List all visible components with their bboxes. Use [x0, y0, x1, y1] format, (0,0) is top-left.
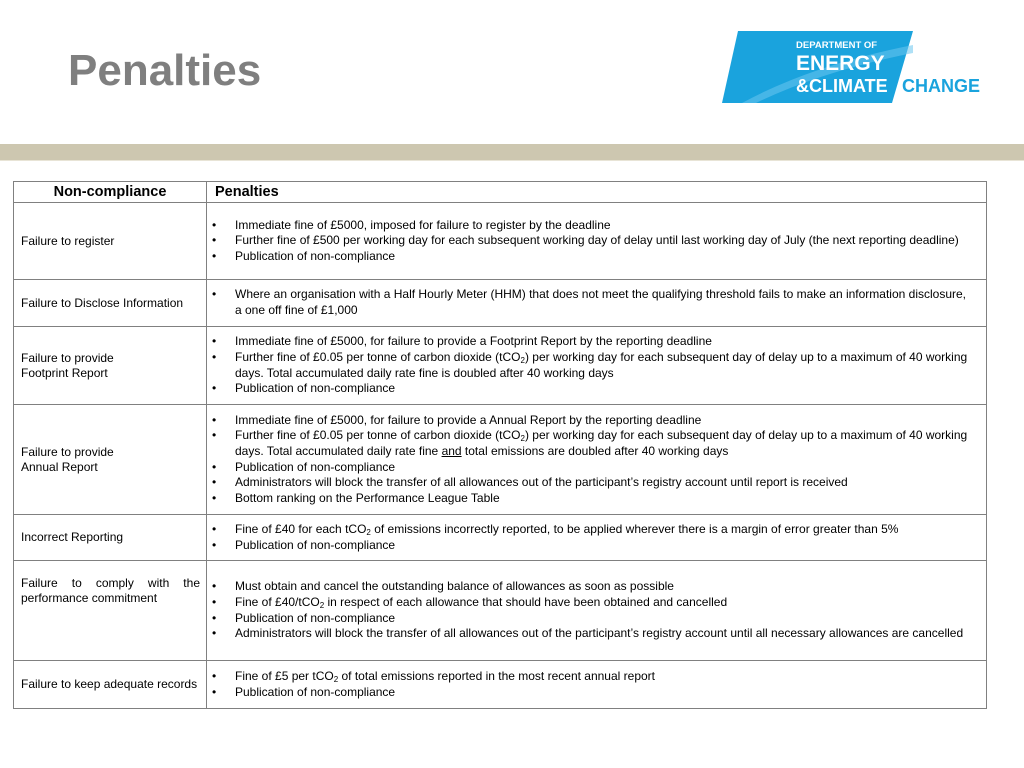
- decc-logo-graphic: [722, 31, 985, 103]
- penalties-cell: [207, 515, 987, 561]
- penalty-item: • Publication of non-compliance: [207, 538, 974, 554]
- penalties-cell: [207, 280, 987, 327]
- page-title: Penalties: [68, 46, 262, 95]
- penalty-item: • Publication of non-compliance: [207, 611, 974, 627]
- penalty-item: • Administrators will block the transfer of all allowances out of the participant’s registry account until report is received: [207, 475, 974, 491]
- penalty-item: • Administrators will block the transfer of all allowances out of the participant’s registry account until all necessary allowances are cancelled: [207, 626, 974, 642]
- header-divider-line: [0, 160, 1024, 161]
- penalty-item: • Bottom ranking on the Performance League Table: [207, 491, 974, 507]
- penalty-item: • Immediate fine of £5000, for failure to provide a Annual Report by the reporting deadline: [207, 413, 974, 429]
- table-row: [14, 327, 987, 405]
- logo-line-change: CHANGE: [902, 76, 981, 96]
- header-penalties: Penalties: [207, 182, 987, 203]
- penalty-item: • Publication of non-compliance: [207, 685, 974, 701]
- non-compliance-cell: Failure to Disclose Information: [14, 280, 207, 327]
- penalty-item: • Publication of non-compliance: [207, 381, 974, 397]
- table-row: [14, 561, 987, 661]
- penalties-cell: [207, 661, 987, 709]
- penalty-item: • Fine of £40/tCO$_2$ in respect of each allowance that should have been obtained and cancelled: [207, 595, 974, 611]
- decc-logo: [722, 31, 985, 103]
- penalties-table: [13, 181, 987, 709]
- non-compliance-cell: Failure to comply with the performance commitment: [14, 561, 207, 661]
- logo-line-climate: &CLIMATE: [796, 76, 888, 96]
- penalty-item: • Immediate fine of £5000, for failure to provide a Footprint Report by the reporting deadline: [207, 334, 974, 350]
- header-divider-band: [0, 144, 1024, 160]
- penalty-item: • Must obtain and cancel the outstanding balance of allowances as soon as possible: [207, 579, 974, 595]
- penalty-item: • Fine of £5 per tCO$_2$ of total emissions reported in the most recent annual report: [207, 669, 974, 685]
- penalty-item: • Further fine of £500 per working day for each subsequent working day of delay until last working day of July (the next reporting deadline): [207, 233, 974, 249]
- penalty-item: • Publication of non-compliance: [207, 460, 974, 476]
- penalty-item: • Further fine of £0.05 per tonne of carbon dioxide (tCO$_2$) per working day for each subsequent day of delay up to a maximum of 40 working days. Total accumulated daily rate fine and total emissions are doubled after 40 working days: [207, 428, 974, 459]
- table-row: [14, 203, 987, 280]
- logo-line-department: DEPARTMENT OF: [796, 40, 878, 51]
- non-compliance-cell: Failure to provide Footprint Report: [14, 327, 207, 405]
- table-row: [14, 661, 987, 709]
- penalties-cell: [207, 327, 987, 405]
- table-header-row: [14, 182, 987, 203]
- non-compliance-cell: Failure to register: [14, 203, 207, 280]
- non-compliance-cell: Failure to provide Annual Report: [14, 405, 207, 515]
- table-row: [14, 405, 987, 515]
- non-compliance-cell: Failure to keep adequate records: [14, 661, 207, 709]
- non-compliance-cell: Incorrect Reporting: [14, 515, 207, 561]
- penalty-item: • Immediate fine of £5000, imposed for failure to register by the deadline: [207, 218, 974, 234]
- penalties-cell: [207, 561, 987, 661]
- penalties-cell: [207, 405, 987, 515]
- penalty-item: • Fine of £40 for each tCO$_2$ of emissions incorrectly reported, to be applied wherever there is a margin of error greater than 5%: [207, 522, 974, 538]
- table-row: [14, 280, 987, 327]
- penalty-item: • Publication of non-compliance: [207, 249, 974, 265]
- penalties-cell: [207, 203, 987, 280]
- table-row: [14, 515, 987, 561]
- header-non-compliance: Non-compliance: [14, 182, 207, 203]
- penalty-item: • Where an organisation with a Half Hourly Meter (HHM) that does not meet the qualifying threshold fails to make an information disclosure, a one off fine of £1,000: [207, 287, 974, 318]
- logo-line-energy: ENERGY: [796, 52, 885, 75]
- penalty-item: • Further fine of £0.05 per tonne of carbon dioxide (tCO$_2$) per working day for each subsequent day of delay up to a maximum of 40 working days. Total accumulated daily rate fine is doubled after 40 working days: [207, 350, 974, 381]
